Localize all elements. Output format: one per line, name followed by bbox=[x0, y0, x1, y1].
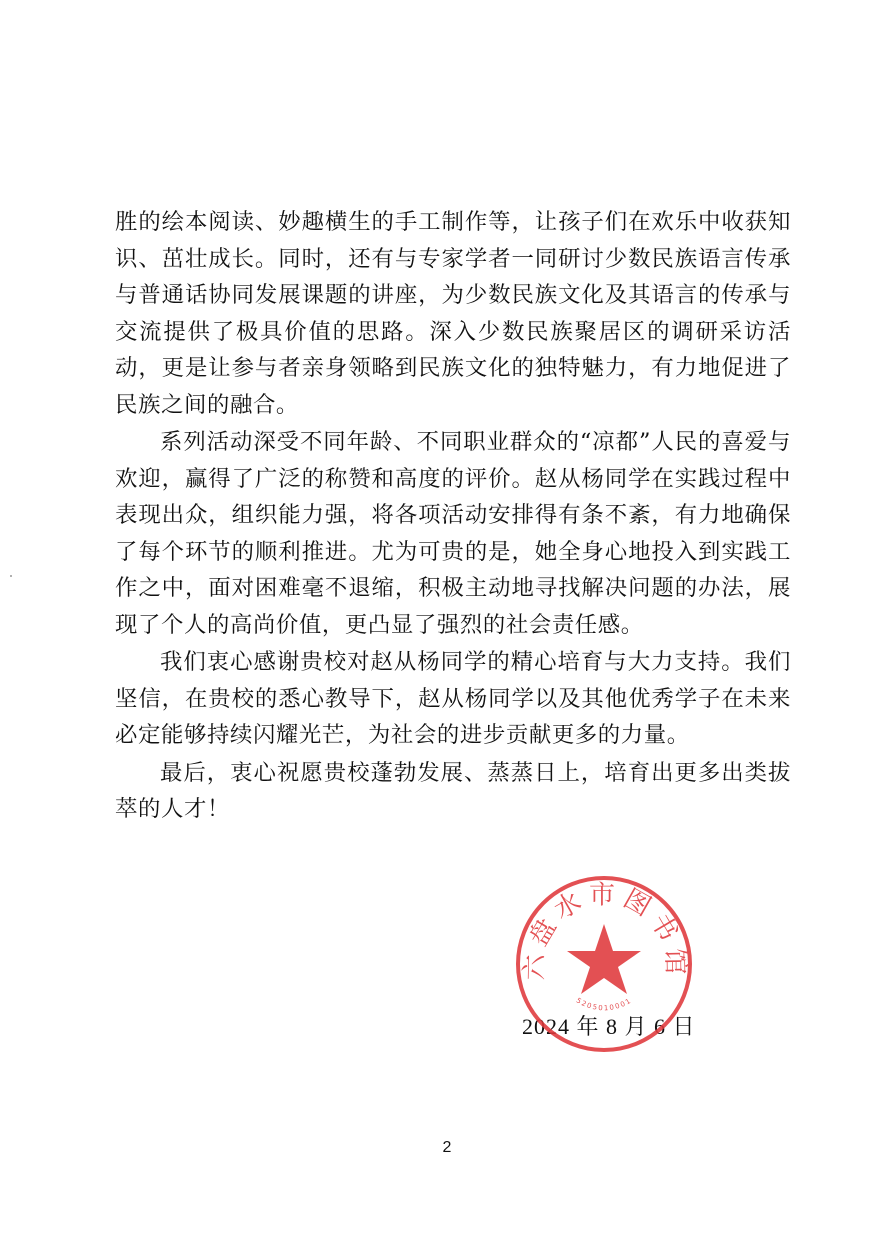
paragraph-thanks: 我们衷心感谢贵校对赵从杨同学的精心培育与大力支持。我们坚信，在贵校的悉心教导下，赵从杨同学以及其他优秀学子在未来必定能够持续闪耀光芒，为社会的进步贡献更多的力量。 bbox=[115, 649, 791, 748]
margin-mark bbox=[10, 575, 12, 577]
letter-date: 2024 年 8 月 6 日 bbox=[522, 1014, 696, 1039]
seal-name-arc: 六盘水市图书馆 bbox=[519, 880, 691, 981]
seal-code-text bbox=[575, 996, 633, 1012]
page-number: 2 bbox=[442, 1139, 452, 1156]
paragraph-closing-wishes: 最后，衷心祝愿贵校蓬勃发展、蒸蒸日上，培育出更多出类拔萃的人才！ bbox=[115, 759, 791, 822]
seal-code-arc: 5205010001 bbox=[574, 996, 634, 1013]
official-seal-stamp bbox=[512, 872, 696, 1056]
paragraph-activity-reception: 系列活动深受不同年龄、不同职业群众的“凉都”人民的喜爱与欢迎，赢得了广泛的称赞和高度的评价。赵从杨同学在实践过程中表现出众，组织能力强，将各项活动安排得有条不紊，有力地确保了每个环节的顺利推进。尤为可贵的是，她全身心地投入到实践工作之中，面对困难毫不退缩，积极主动地寻找解决问题的办法，展现了个人的高尚价值，更凸显了强烈的社会责任感。 bbox=[115, 429, 791, 638]
letter-body bbox=[115, 204, 791, 829]
seal-star-icon bbox=[567, 924, 641, 994]
paragraph-continuation: 胜的绘本阅读、妙趣横生的手工制作等，让孩子们在欢乐中收获知识、茁壮成长。同时，还有与专家学者一同研讨少数民族语言传承与普通话协同发展课题的讲座，为少数民族文化及其语言的传承与交流提供了极具价值的思路。深入少数民族聚居区的调研采访活动，更是让参与者亲身领略到民族文化的独特魅力，有力地促进了民族之间的融合。 bbox=[115, 209, 791, 418]
